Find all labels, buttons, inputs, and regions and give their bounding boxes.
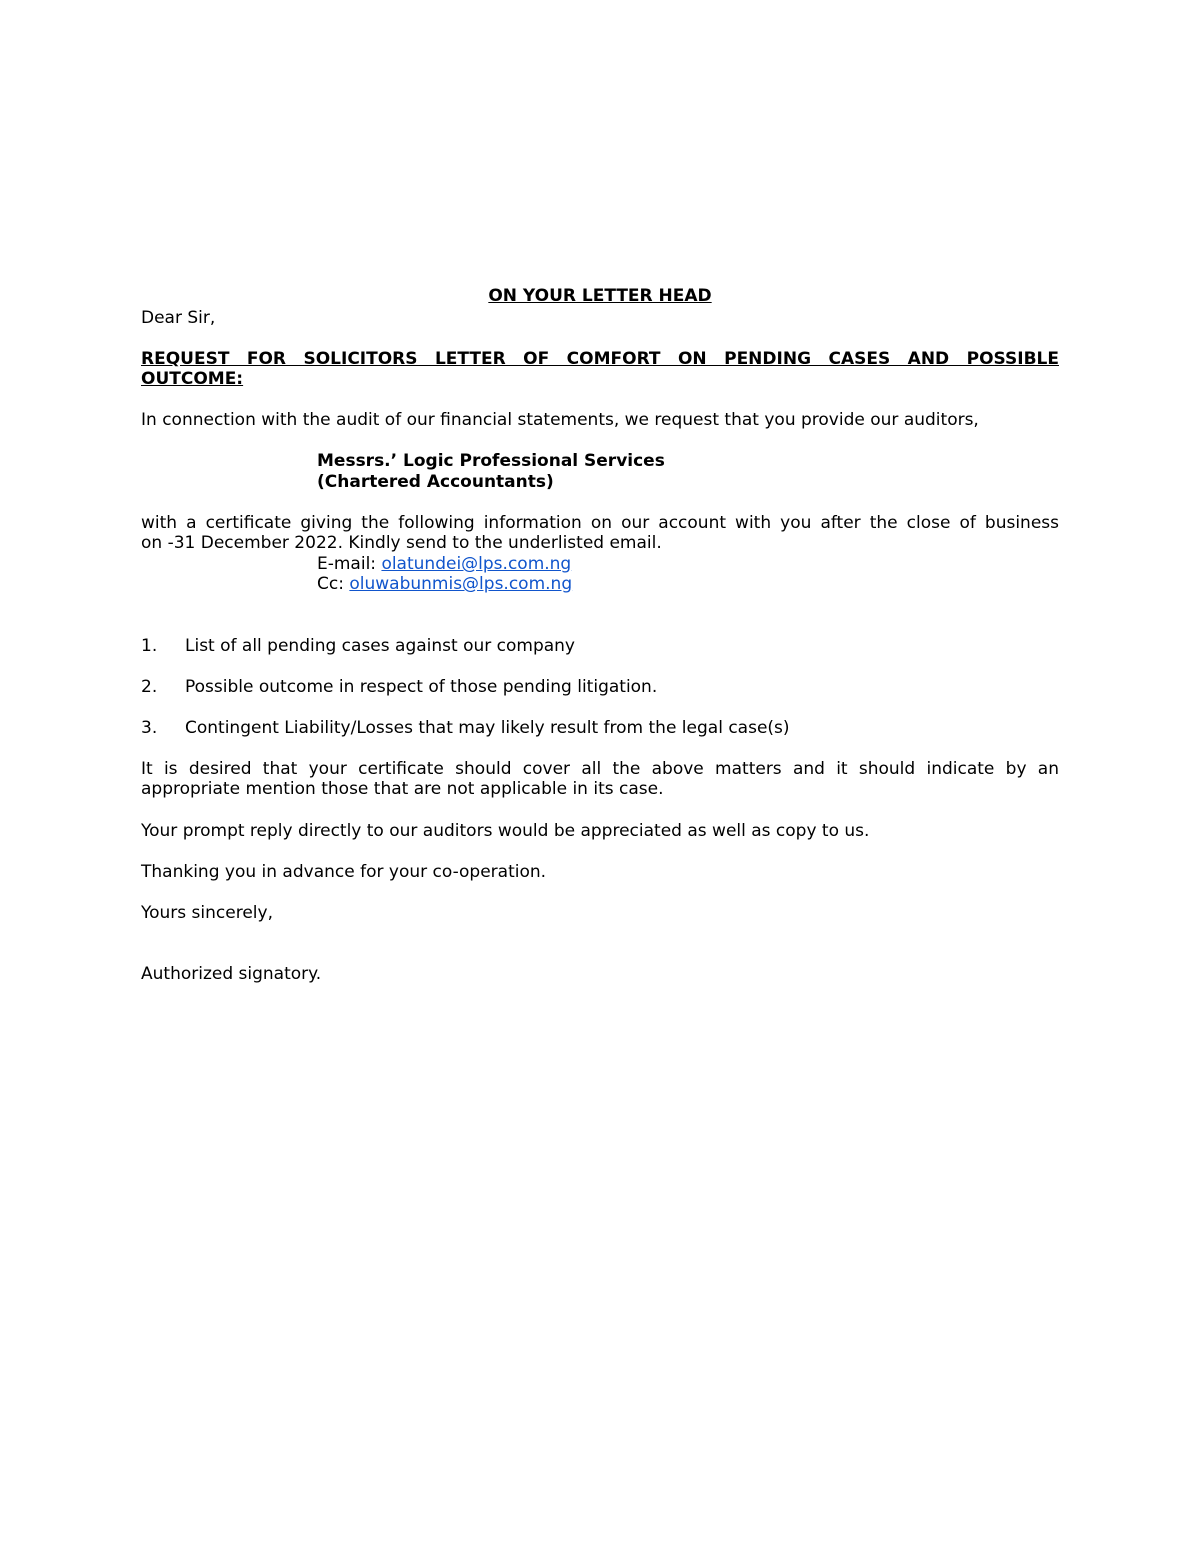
list-item-number: 1. bbox=[141, 636, 158, 656]
certificate-line-1: with a certificate giving the following information on our account with you after the close of business bbox=[141, 513, 1059, 533]
list-item-number: 3. bbox=[141, 718, 158, 738]
intro-paragraph: In connection with the audit of our financial statements, we request that you provide our auditors, bbox=[141, 410, 979, 430]
closing: Yours sincerely, bbox=[141, 903, 273, 923]
auditor-type: (Chartered Accountants) bbox=[317, 472, 554, 492]
subject-line bbox=[141, 349, 1059, 389]
subject-line-2: OUTCOME: bbox=[141, 369, 244, 389]
certificate-line-2: on -31 December 2022. Kindly send to the underlisted email. bbox=[141, 533, 662, 553]
desired-line-2: appropriate mention those that are not applicable in its case. bbox=[141, 779, 664, 799]
list-item: Possible outcome in respect of those pending litigation. bbox=[185, 677, 658, 697]
email-link[interactable]: olatundei@lps.com.ng bbox=[381, 554, 572, 574]
prompt-reply-paragraph: Your prompt reply directly to our auditors would be appreciated as well as copy to us. bbox=[141, 821, 870, 841]
certificate-paragraph bbox=[141, 513, 1059, 553]
auditor-name: Messrs.’ Logic Professional Services bbox=[317, 451, 665, 471]
cc-line bbox=[317, 574, 572, 595]
desired-paragraph bbox=[141, 759, 1059, 799]
signatory: Authorized signatory. bbox=[141, 964, 322, 984]
salutation: Dear Sir, bbox=[141, 308, 216, 328]
subject-line-1: REQUEST FOR SOLICITORS LETTER OF COMFORT ON PENDING CASES AND POSSIBLE bbox=[141, 349, 1059, 369]
list-item: List of all pending cases against our company bbox=[185, 636, 575, 656]
list-item: Contingent Liability/Losses that may likely result from the legal case(s) bbox=[185, 718, 790, 738]
list-item-number: 2. bbox=[141, 677, 158, 697]
email-label: E-mail: bbox=[317, 554, 382, 574]
desired-line-1: It is desired that your certificate should cover all the above matters and it should indicate by an bbox=[141, 759, 1059, 779]
cc-label: Cc: bbox=[317, 574, 350, 594]
thanks-paragraph: Thanking you in advance for your co-operation. bbox=[141, 862, 547, 882]
email-line bbox=[317, 554, 571, 575]
cc-email-link[interactable]: oluwabunmis@lps.com.ng bbox=[349, 574, 573, 594]
letter-heading: ON YOUR LETTER HEAD bbox=[488, 286, 712, 306]
